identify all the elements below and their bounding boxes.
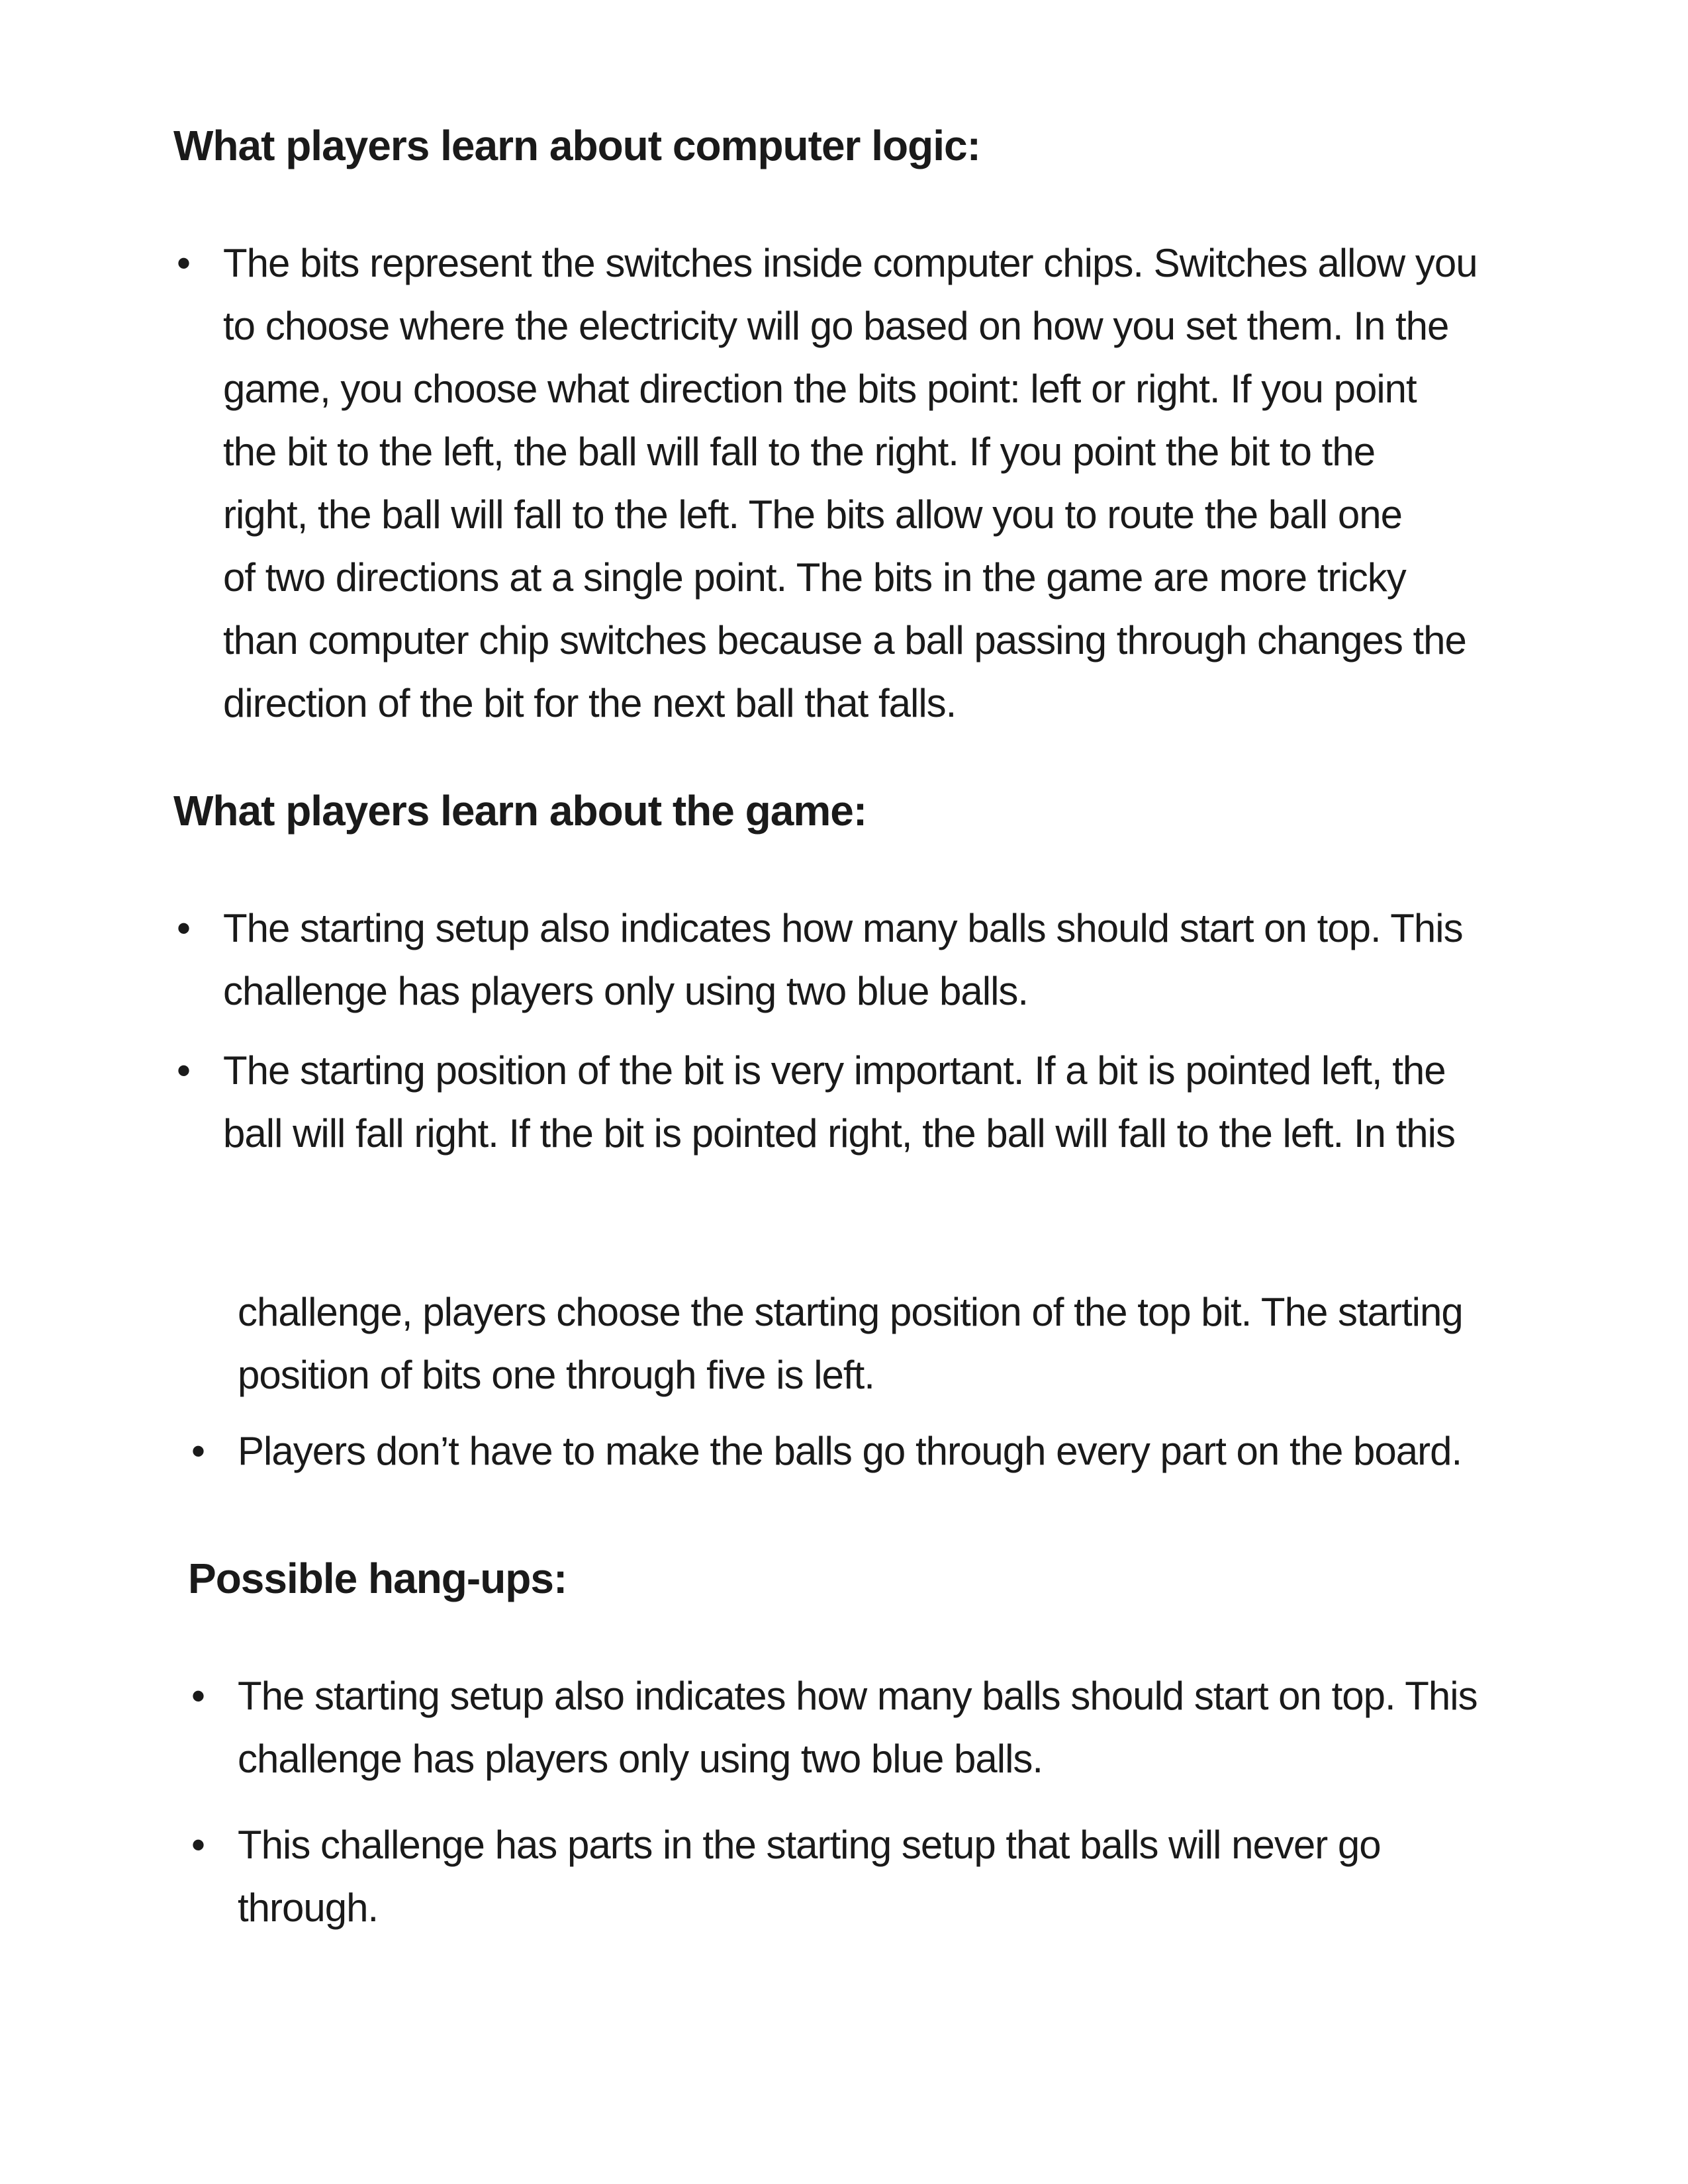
text-line: of two directions at a single point. The bits in the game are more tricky: [223, 555, 1406, 600]
list-item: [173, 232, 1564, 735]
bullet-list: [173, 897, 1564, 1165]
section-hang-ups-list: [188, 1664, 1578, 1939]
continued-paragraph: [188, 1281, 1578, 1406]
text-line: The starting setup also indicates how many balls should start on top. This: [223, 906, 1463, 950]
text-line: right, the ball will fall to the left. The bits allow you to route the ball one: [223, 492, 1402, 537]
section-heading: What players learn about computer logic:: [173, 122, 980, 169]
section-computer-logic: [173, 119, 980, 172]
list-item: [188, 1813, 1578, 1939]
list-item: [173, 897, 1564, 1023]
text-line: than computer chip switches because a ball passing through changes the: [223, 618, 1466, 662]
text-line: challenge has players only using two blue balls.: [238, 1737, 1043, 1781]
text-line: through.: [238, 1886, 379, 1930]
section-game-list: [173, 897, 1564, 1165]
text-line: challenge, players choose the starting position of the top bit. The starting: [238, 1290, 1463, 1334]
bullet-icon: •: [176, 906, 190, 950]
section-heading: Possible hang-ups:: [188, 1555, 567, 1602]
text-line: Players don’t have to make the balls go through every part on the board.: [238, 1429, 1462, 1473]
section-computer-logic-list: [173, 232, 1564, 735]
text-line: This challenge has parts in the starting setup that balls will never go: [238, 1823, 1381, 1867]
text-line: challenge has players only using two blue balls.: [223, 969, 1029, 1013]
text-line: The starting setup also indicates how many balls should start on top. This: [238, 1674, 1477, 1718]
section-hang-ups: [188, 1552, 567, 1605]
bullet-icon: •: [191, 1823, 205, 1867]
text-line: direction of the bit for the next ball that falls.: [223, 681, 957, 725]
list-item: [188, 1664, 1578, 1790]
list-item: [173, 1039, 1564, 1165]
text-line: the bit to the left, the ball will fall to the right. If you point the bit to the: [223, 430, 1376, 474]
section-heading: What players learn about the game:: [173, 787, 867, 835]
bullet-icon: •: [191, 1429, 205, 1473]
bullet-list: [173, 232, 1564, 735]
text-line: to choose where the electricity will go based on how you set them. In the: [223, 304, 1449, 348]
text-line: position of bits one through five is left.: [238, 1353, 874, 1397]
text-line: game, you choose what direction the bits point: left or right. If you point: [223, 367, 1417, 411]
list-item: [188, 1420, 1578, 1482]
section-game: [173, 784, 867, 837]
continued-text: [188, 1281, 1578, 1482]
text-line: The bits represent the switches inside computer chips. Switches allow you: [223, 241, 1477, 285]
bullet-list: [188, 1420, 1578, 1482]
bullet-icon: •: [176, 241, 190, 285]
bullet-icon: •: [191, 1674, 205, 1718]
bullet-icon: •: [176, 1048, 190, 1093]
text-line: The starting position of the bit is very important. If a bit is pointed left, the: [223, 1048, 1446, 1093]
text-line: ball will fall right. If the bit is pointed right, the ball will fall to the left. In this: [223, 1111, 1455, 1156]
bullet-list: [188, 1664, 1578, 1939]
